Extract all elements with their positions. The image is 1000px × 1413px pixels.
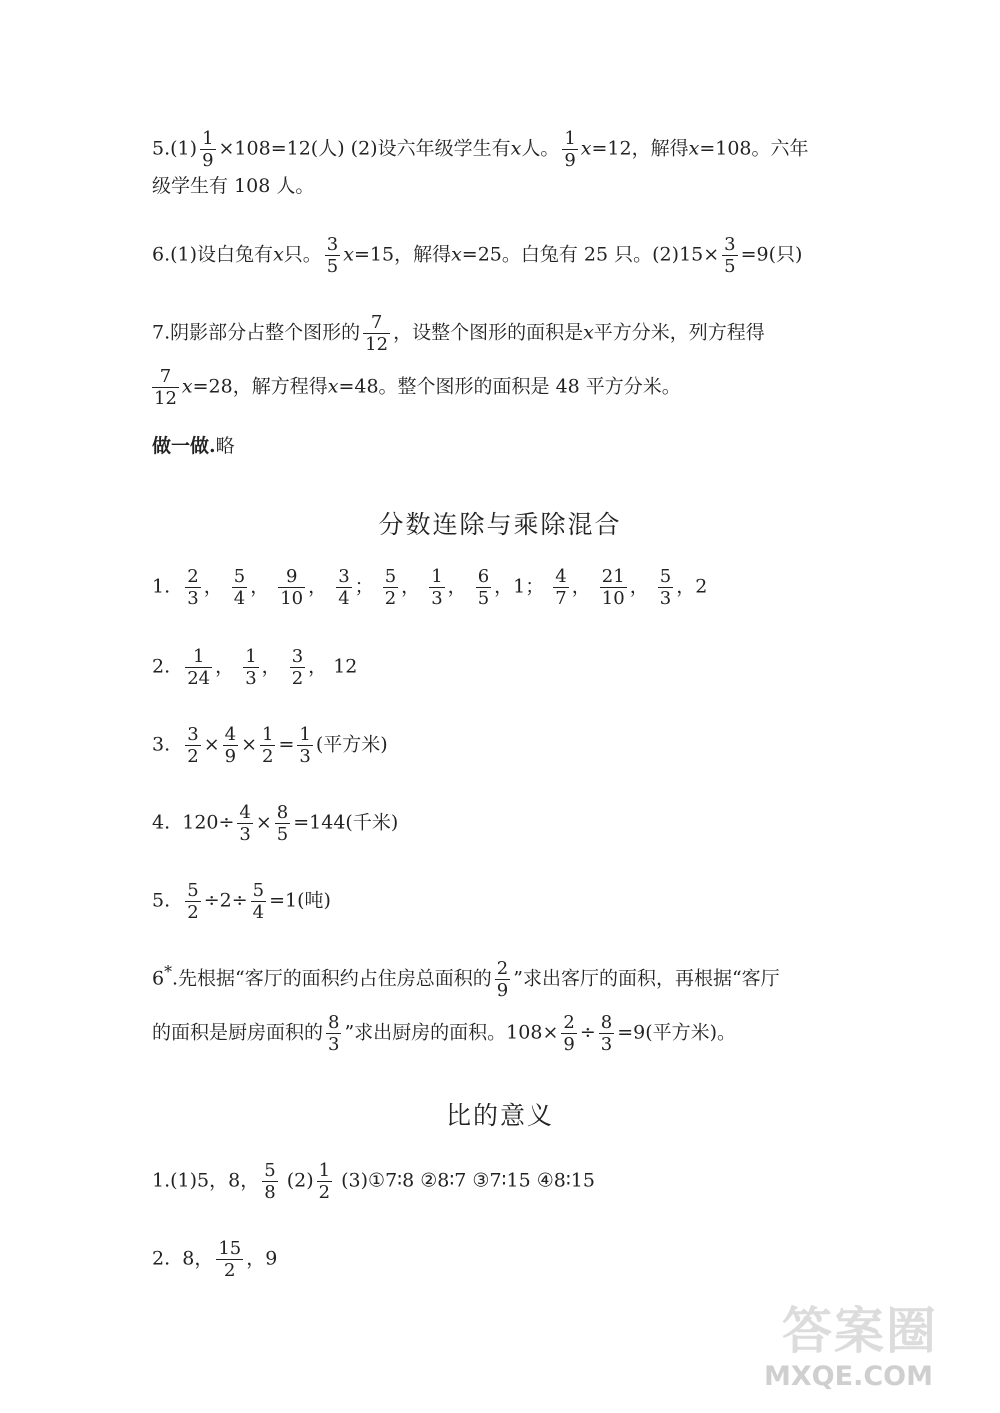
fraction: $\frac{9}{10}$ — [280, 566, 304, 609]
fraction: $\frac{1}{24}$ — [187, 646, 211, 689]
fraction: $\frac{8}{3}$ — [328, 1012, 340, 1055]
fraction: $\frac{4}{3}$ — [239, 802, 251, 845]
s2-q1: 1.(1)5，8， $\frac{5}{8}$ (2) $\frac{1}{2}$ (3)①7∶8 ②8∶7 ③7∶15 ④8∶15 — [152, 1160, 595, 1203]
fraction: $\frac{6}{5}$ — [477, 566, 490, 609]
fraction: $\frac{8}{3}$ — [600, 1012, 613, 1055]
fraction: $\frac{1}{3}$ — [245, 646, 257, 689]
fraction: $\frac{5}{8}$ — [264, 1160, 276, 1203]
s1-q1: 1. $\frac{2}{3}$ ， $\frac{5}{4}$ ， $\frac{9}{10}$ ， $\frac{3}{4}$ ； $\frac{5}{2}$ ， $\frac{1}{3}$ ， $\frac{6}{5}$ ，1； $\frac{4}{7}$ ， $\frac{21}{10}$ ， $\frac{5}{3}$ ，2 — [152, 566, 708, 609]
fraction: $\frac{1}{9}$ — [202, 128, 214, 171]
fraction: $\frac{2}{9}$ — [496, 958, 509, 1001]
fraction: $\frac{1}{9}$ — [564, 128, 576, 171]
q7-line2: $\frac{7}{12}$ x=28，解方程得x=48。整个图形的面积是 48 平方分米。 — [154, 366, 681, 409]
s1-q4: 4. 120÷ $\frac{4}{3}$ × $\frac{8}{5}$ =144(千米) — [152, 802, 399, 845]
fraction: $\frac{3}{5}$ — [326, 234, 339, 277]
fraction: $\frac{15}{2}$ — [218, 1238, 242, 1281]
q7-number: 7. — [152, 321, 171, 344]
s1-q2: 2. $\frac{1}{24}$ ， $\frac{1}{3}$ ， $\frac{3}{2}$ ， 12 — [152, 646, 358, 689]
fraction: $\frac{2}{9}$ — [563, 1012, 575, 1055]
s1-q6-line2: 的面积是厨房面积的 $\frac{8}{3}$ ”求出厨房的面积。108× $\frac{2}{9}$ ÷ $\frac{8}{3}$ =9(平方米)。 — [152, 1012, 737, 1055]
zuo-yi-zuo: 做一做.略 — [152, 435, 235, 457]
s1-q6-line1: 6*.先根据“客厅的面积约占住房总面积的 $\frac{2}{9}$ ”求出客厅的面积，再根据“客厅 — [152, 958, 780, 1001]
fraction: $\frac{7}{12}$ — [154, 366, 177, 409]
fraction: $\frac{1}{2}$ — [318, 1160, 331, 1203]
fraction: $\frac{5}{2}$ — [187, 880, 199, 923]
fraction: $\frac{3}{2}$ — [187, 724, 199, 767]
fraction: $\frac{2}{3}$ — [187, 566, 199, 609]
fraction: $\frac{1}{3}$ — [299, 724, 311, 767]
q5-number: 5. — [152, 137, 171, 160]
fraction: $\frac{1}{3}$ — [431, 566, 443, 609]
fraction: $\frac{3}{2}$ — [291, 646, 304, 689]
fraction: $\frac{7}{12}$ — [365, 312, 389, 355]
q6-line: 6.(1)设白兔有x只。 $\frac{3}{5}$ x=15，解得x=25。白兔有 25 只。(2)15× $\frac{3}{5}$ =9(只) — [152, 234, 803, 277]
fraction: $\frac{3}{4}$ — [338, 566, 350, 609]
section-title: 分数连除与乘除混合 — [378, 510, 622, 539]
fraction: $\frac{3}{5}$ — [724, 234, 736, 277]
fraction: $\frac{21}{10}$ — [601, 566, 625, 609]
s1-q3: 3. $\frac{3}{2}$ × $\frac{4}{9}$ × $\frac{1}{2}$ = $\frac{1}{3}$ (平方米) — [152, 724, 388, 767]
section-title: 比的意义 — [445, 1101, 554, 1130]
q5-line2: 级学生有 108 人。 — [152, 175, 315, 197]
s1-q5: 5. $\frac{5}{2}$ ÷2÷ $\frac{5}{4}$ =1(吨) — [152, 880, 331, 923]
fraction: $\frac{8}{5}$ — [276, 802, 289, 845]
fraction: $\frac{5}{2}$ — [384, 566, 397, 609]
q5-line1: 5.(1) $\frac{1}{9}$ ×108=12(人) (2)设六年级学生有x人。 $\frac{1}{9}$ x=12，解得x=108。六年 — [152, 128, 809, 171]
fraction: $\frac{5}{4}$ — [252, 880, 265, 923]
q6-number: 6. — [152, 243, 171, 266]
s2-q2: 2. 8， $\frac{15}{2}$ ，9 — [152, 1238, 278, 1281]
fraction: $\frac{5}{3}$ — [659, 566, 672, 609]
watermark-logo: 答案圈 MXQE.COM — [764, 1302, 938, 1392]
fraction: $\frac{4}{9}$ — [224, 724, 237, 767]
q7-line1: 7.阴影部分占整个图形的 $\frac{7}{12}$ ，设整个图形的面积是x平方分米，列方程得 — [152, 312, 765, 355]
fraction: $\frac{4}{7}$ — [555, 566, 567, 609]
fraction: $\frac{5}{4}$ — [233, 566, 246, 609]
fraction: $\frac{1}{2}$ — [261, 724, 274, 767]
